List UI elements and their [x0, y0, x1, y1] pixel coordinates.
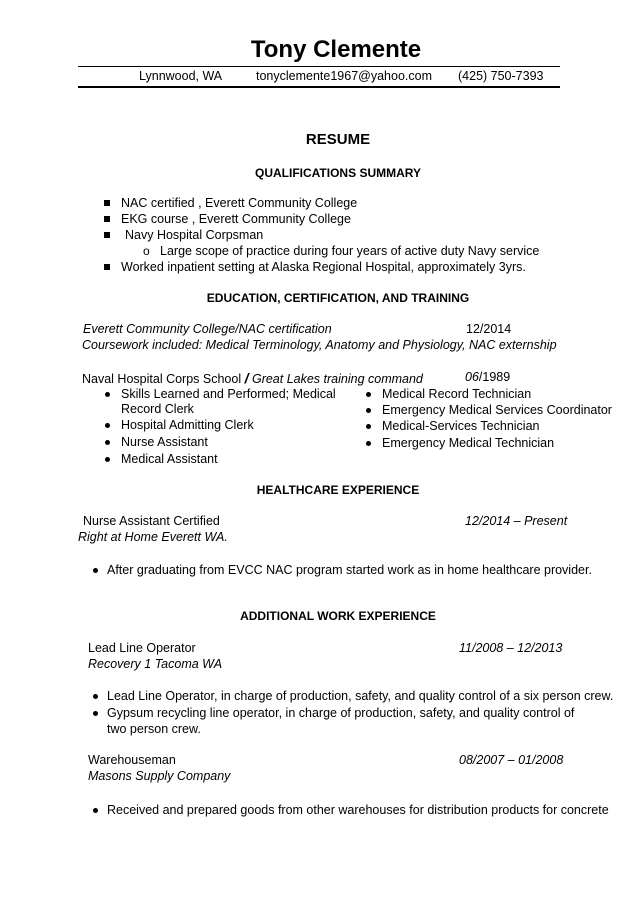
- round-bullet-icon: [366, 441, 371, 446]
- healthcare-bullet: After graduating from EVCC NAC program started work as in home healthcare provider.: [107, 563, 592, 577]
- job-bullet: Gypsum recycling line operator, in charge of production, safety, and quality control of: [107, 706, 575, 720]
- contact-email[interactable]: tonyclemente1967@yahoo.com: [256, 69, 432, 83]
- job-date: 08/2007 – 01/2008: [459, 753, 564, 767]
- healthcare-heading: HEALTHCARE EXPERIENCE: [256, 483, 420, 497]
- round-bullet-icon: [366, 392, 371, 397]
- circle-bullet-icon: o: [143, 244, 150, 258]
- training-school: [82, 370, 423, 386]
- qualification-item: EKG course , Everett Community College: [121, 212, 351, 226]
- qualification-item: NAC certified , Everett Community College: [121, 196, 358, 210]
- additional-heading: ADDITIONAL WORK EXPERIENCE: [240, 609, 436, 623]
- job-bullet: Lead Line Operator, in charge of production, safety, and quality control of a six person crew.: [107, 689, 614, 703]
- candidate-name: Tony Clemente: [250, 36, 422, 63]
- job-role: Warehouseman: [88, 753, 176, 767]
- training-date-year: /1989: [478, 370, 511, 384]
- healthcare-date: 12/2014 – Present: [465, 514, 568, 528]
- education-date: 12/2014: [466, 322, 512, 336]
- qualification-item: Navy Hospital Corpsman: [125, 228, 264, 242]
- round-bullet-icon: [93, 808, 98, 813]
- healthcare-employer: Right at Home Everett WA.: [78, 530, 228, 544]
- job-role: Lead Line Operator: [88, 641, 196, 655]
- round-bullet-icon: [366, 408, 371, 413]
- education-coursework: Coursework included: Medical Terminology, Anatomy and Physiology, NAC externship: [82, 338, 557, 352]
- training-skill: Hospital Admitting Clerk: [121, 418, 254, 432]
- healthcare-role: Nurse Assistant Certified: [83, 514, 220, 528]
- training-skill: Medical Assistant: [121, 452, 218, 466]
- header-rule-bottom: [78, 86, 560, 88]
- header-rule-top: [78, 66, 560, 67]
- training-skill-continued: Record Clerk: [121, 402, 194, 416]
- training-role: Emergency Medical Services Coordinator: [382, 403, 612, 417]
- training-school-name: Naval Hospital Corps School: [82, 372, 242, 386]
- training-role: Emergency Medical Technician: [382, 436, 555, 450]
- job-bullet-continued: two person crew.: [107, 722, 201, 736]
- job-bullet: Received and prepared goods from other warehouses for distribution products for concrete: [107, 803, 609, 817]
- square-bullet-icon: [104, 200, 110, 206]
- round-bullet-icon: [366, 424, 371, 429]
- contact-location: Lynnwood, WA: [139, 69, 223, 83]
- round-bullet-icon: [105, 440, 110, 445]
- contact-phone: (425) 750-7393: [458, 69, 544, 83]
- round-bullet-icon: [93, 568, 98, 573]
- training-program: Great Lakes training command: [251, 372, 423, 386]
- round-bullet-icon: [93, 711, 98, 716]
- square-bullet-icon: [104, 264, 110, 270]
- qualification-item: Worked inpatient setting at Alaska Regional Hospital, approximately 3yrs.: [121, 260, 526, 274]
- education-heading: EDUCATION, CERTIFICATION, AND TRAINING: [206, 291, 470, 305]
- square-bullet-icon: [104, 216, 110, 222]
- round-bullet-icon: [105, 392, 110, 397]
- qualifications-heading: QUALIFICATIONS SUMMARY: [255, 166, 421, 180]
- training-role: Medical Record Technician: [382, 387, 532, 401]
- qualification-subitem: Large scope of practice during four years of active duty Navy service: [160, 244, 540, 258]
- training-skill: Skills Learned and Performed; Medical: [121, 387, 336, 401]
- square-bullet-icon: [104, 232, 110, 238]
- training-date: [465, 370, 510, 384]
- round-bullet-icon: [105, 457, 110, 462]
- education-school: Everett Community College/NAC certification: [83, 322, 332, 336]
- training-skill: Nurse Assistant: [121, 435, 208, 449]
- job-employer: Masons Supply Company: [88, 769, 231, 783]
- resume-title: RESUME: [305, 131, 371, 148]
- job-date: 11/2008 – 12/2013: [459, 641, 563, 655]
- training-separator: /: [244, 370, 249, 386]
- training-role: Medical-Services Technician: [382, 419, 540, 433]
- round-bullet-icon: [105, 423, 110, 428]
- round-bullet-icon: [93, 694, 98, 699]
- job-employer: Recovery 1 Tacoma WA: [88, 657, 223, 671]
- training-date-month: 06: [465, 370, 479, 384]
